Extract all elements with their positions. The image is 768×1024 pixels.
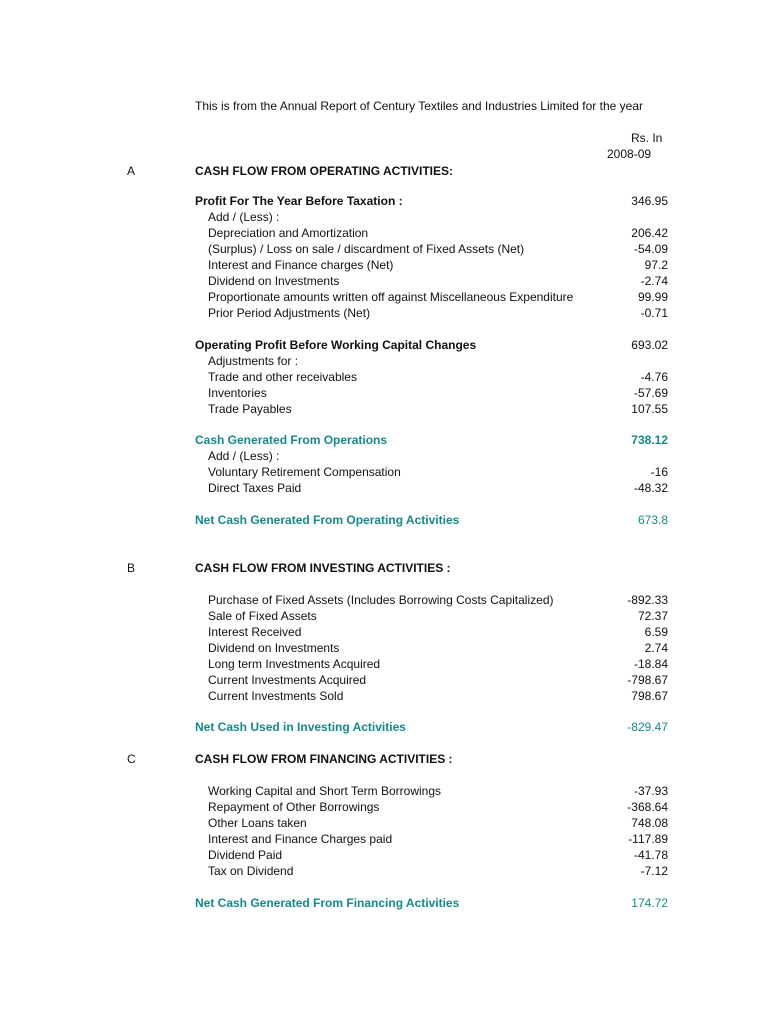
section-a-title: CASH FLOW FROM OPERATING ACTIVITIES: xyxy=(195,164,453,178)
operating-profit-label: Operating Profit Before Working Capital Changes xyxy=(195,338,477,352)
line-item-value: 2.74 xyxy=(644,641,668,655)
line-item-value: -54.09 xyxy=(633,242,668,256)
line-item-value: 97.2 xyxy=(644,258,668,272)
line-item-value: -798.67 xyxy=(627,673,668,687)
line-item-label: Trade and other receivables xyxy=(208,370,357,384)
line-item-label: Tax on Dividend xyxy=(208,864,294,878)
line-item-value: -0.71 xyxy=(640,306,668,320)
line-item-value: -18.84 xyxy=(633,657,668,671)
line-item-label: Current Investments Acquired xyxy=(208,673,367,687)
add-less-label: Add / (Less) : xyxy=(208,210,280,224)
net-cash-financing-value: 174.72 xyxy=(631,896,668,910)
section-c-title: CASH FLOW FROM FINANCING ACTIVITIES : xyxy=(195,752,453,766)
net-cash-operating-value: 673.8 xyxy=(637,513,668,527)
adjustments-for-label: Adjustments for : xyxy=(208,354,299,368)
section-b-letter: B xyxy=(127,561,136,575)
line-item-label: Other Loans taken xyxy=(208,816,307,830)
operating-profit-value: 693.02 xyxy=(631,338,668,352)
line-item-value: -41.78 xyxy=(633,848,668,862)
net-cash-investing-value: -829.47 xyxy=(627,720,668,734)
line-item-label: Trade Payables xyxy=(208,402,292,416)
line-item-label: Inventories xyxy=(208,386,267,400)
line-item-value: -117.89 xyxy=(628,832,668,846)
line-item-value: 107.55 xyxy=(631,402,668,416)
line-item-value: 748.08 xyxy=(631,816,668,830)
line-item-value: 798.67 xyxy=(631,689,668,703)
cash-generated-operations-label: Cash Generated From Operations xyxy=(195,433,388,447)
line-item-label: Interest Received xyxy=(208,625,302,639)
year-label: 2008-09 xyxy=(607,147,652,161)
profit-before-tax-label: Profit For The Year Before Taxation : xyxy=(195,194,403,208)
section-c-letter: C xyxy=(127,752,136,766)
line-item-value: -7.12 xyxy=(640,864,668,878)
section-a-letter: A xyxy=(127,164,136,178)
line-item-value: -4.76 xyxy=(640,370,668,384)
line-item-value: -368.64 xyxy=(627,800,668,814)
section-b-title: CASH FLOW FROM INVESTING ACTIVITIES : xyxy=(195,561,451,575)
profit-before-tax-value: 346.95 xyxy=(631,194,668,208)
line-item-label: Interest and Finance Charges paid xyxy=(208,832,393,846)
line-item-label: Depreciation and Amortization xyxy=(208,226,369,240)
unit-label: Rs. In xyxy=(631,131,663,145)
line-item-value: 99.99 xyxy=(637,290,668,304)
line-item-value: 72.37 xyxy=(637,609,668,623)
line-item-value: 206.42 xyxy=(631,226,668,240)
line-item-value: -892.33 xyxy=(627,593,668,607)
line-item-label: Working Capital and Short Term Borrowings xyxy=(208,784,441,798)
intro-text: This is from the Annual Report of Century Textiles and Industries Limited for the year xyxy=(195,99,643,113)
line-item-label: Dividend Paid xyxy=(208,848,283,862)
line-item-label: Repayment of Other Borrowings xyxy=(208,800,380,814)
line-item-label: (Surplus) / Loss on sale / discardment of Fixed Assets (Net) xyxy=(208,242,525,256)
line-item-label: Prior Period Adjustments (Net) xyxy=(208,306,371,320)
line-item-label: Proportionate amounts written off against Miscellaneous Expenditure xyxy=(208,290,574,304)
line-item-value: -16 xyxy=(650,465,668,479)
line-item-value: -48.32 xyxy=(633,481,668,495)
line-item-label: Dividend on Investments xyxy=(208,641,340,655)
line-item-value: -2.74 xyxy=(640,274,668,288)
cash-generated-operations-value: 738.12 xyxy=(631,433,668,447)
line-item-label: Purchase of Fixed Assets (Includes Borrowing Costs Capitalized) xyxy=(208,593,554,607)
line-item-label: Current Investments Sold xyxy=(208,689,344,703)
net-cash-investing-label: Net Cash Used in Investing Activities xyxy=(195,720,406,734)
net-cash-operating-label: Net Cash Generated From Operating Activities xyxy=(195,513,460,527)
line-item-label: Direct Taxes Paid xyxy=(208,481,302,495)
line-item-label: Voluntary Retirement Compensation xyxy=(208,465,401,479)
line-item-value: 6.59 xyxy=(644,625,668,639)
line-item-value: -57.69 xyxy=(633,386,668,400)
line-item-label: Dividend on Investments xyxy=(208,274,340,288)
add-less-label: Add / (Less) : xyxy=(208,449,280,463)
line-item-label: Interest and Finance charges (Net) xyxy=(208,258,394,272)
line-item-label: Sale of Fixed Assets xyxy=(208,609,317,623)
net-cash-financing-label: Net Cash Generated From Financing Activities xyxy=(195,896,460,910)
line-item-label: Long term Investments Acquired xyxy=(208,657,381,671)
line-item-value: -37.93 xyxy=(633,784,668,798)
